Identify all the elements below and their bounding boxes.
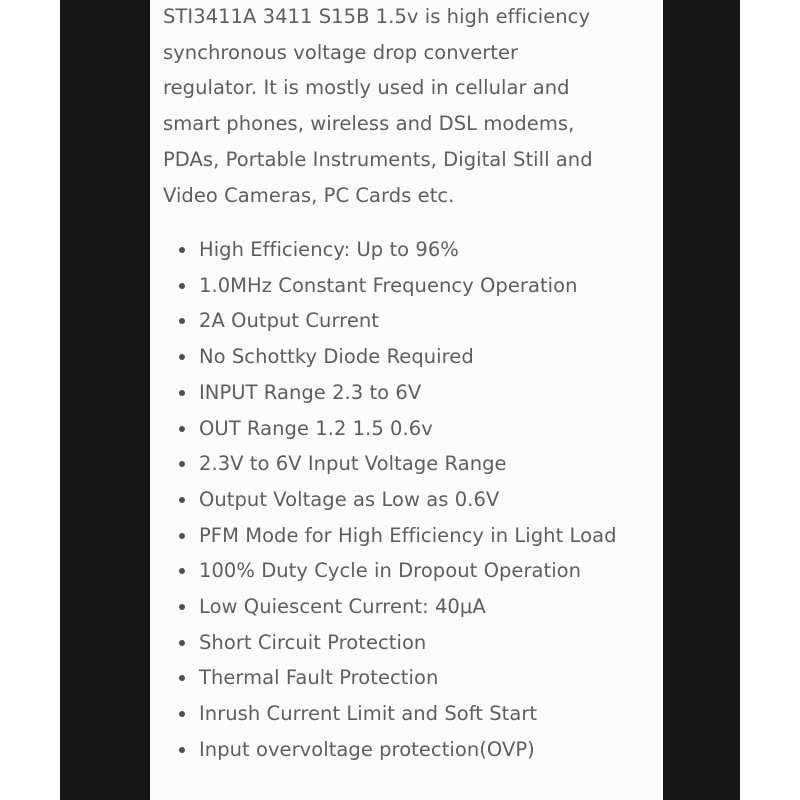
feature-text: 2A Output Current <box>199 309 379 333</box>
bullet-icon <box>179 747 185 753</box>
feature-text: 100% Duty Cycle in Dropout Operation <box>199 559 582 583</box>
description-line: STI3411A 3411 S15B 1.5v is high efficiency <box>163 5 591 28</box>
feature-item <box>163 411 663 447</box>
feature-item <box>163 518 663 554</box>
feature-text: 1.0MHz Constant Frequency Operation <box>199 273 578 297</box>
product-description-panel <box>150 0 663 800</box>
feature-text: OUT Range 1.2 1.5 0.6v <box>199 416 433 440</box>
description-line: synchronous voltage drop converter <box>163 40 519 64</box>
feature-text: 2.3V to 6V Input Voltage Range <box>199 452 507 476</box>
bullet-icon <box>179 247 185 253</box>
bullet-icon <box>179 675 185 681</box>
feature-text: Inrush Current Limit and Soft Start <box>199 702 538 726</box>
bullet-icon <box>179 533 185 539</box>
feature-item <box>163 232 663 268</box>
description-line: PDAs, Portable Instruments, Digital Still and <box>163 147 593 171</box>
feature-text: No Schottky Diode Required <box>199 345 474 369</box>
feature-text: Short Circuit Protection <box>199 630 427 654</box>
feature-item <box>163 375 663 411</box>
bullet-icon <box>179 640 185 646</box>
feature-list <box>163 232 663 768</box>
feature-item <box>163 339 663 375</box>
feature-item <box>163 696 663 732</box>
feature-item <box>163 482 663 518</box>
feature-item <box>163 268 663 304</box>
feature-text: PFM Mode for High Efficiency in Light Load <box>199 523 617 547</box>
bullet-icon <box>179 461 185 467</box>
bullet-icon <box>179 568 185 574</box>
right-black-margin <box>663 0 740 800</box>
feature-text: High Efficiency: Up to 96% <box>199 238 459 261</box>
product-description <box>163 0 643 213</box>
feature-text: Low Quiescent Current: 40μA <box>199 595 486 619</box>
feature-item <box>163 446 663 482</box>
feature-item <box>163 553 663 589</box>
bullet-icon <box>179 711 185 717</box>
feature-item <box>163 732 663 768</box>
description-line: smart phones, wireless and DSL modems, <box>163 112 575 136</box>
description-line: regulator. It is mostly used in cellular and <box>163 76 570 100</box>
bullet-icon <box>179 426 185 432</box>
bullet-icon <box>179 497 185 503</box>
feature-item <box>163 660 663 696</box>
left-black-margin <box>60 0 150 800</box>
feature-text: INPUT Range 2.3 to 6V <box>199 380 422 404</box>
feature-item <box>163 625 663 661</box>
feature-text: Thermal Fault Protection <box>199 666 439 690</box>
bullet-icon <box>179 318 185 324</box>
feature-item <box>163 303 663 339</box>
feature-item <box>163 589 663 625</box>
bullet-icon <box>179 390 185 396</box>
feature-text: Input overvoltage protection(OVP) <box>199 737 535 761</box>
description-line: Video Cameras, PC Cards etc. <box>163 183 455 207</box>
feature-text: Output Voltage as Low as 0.6V <box>199 487 500 511</box>
bullet-icon <box>179 354 185 360</box>
bullet-icon <box>179 604 185 610</box>
bullet-icon <box>179 283 185 289</box>
